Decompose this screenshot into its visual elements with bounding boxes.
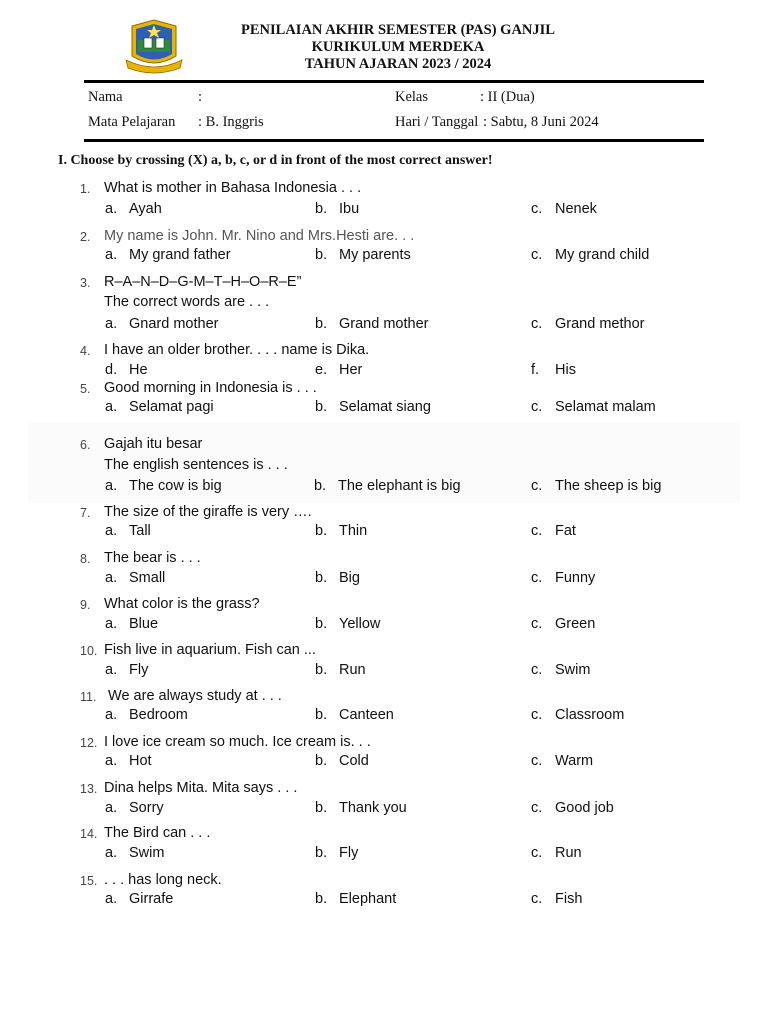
option-b: b. Big (315, 570, 360, 586)
question-text: The bear is . . . (104, 550, 201, 566)
question-text: The english sentences is . . . (104, 457, 288, 473)
kelas-value: : II (Dua) (480, 89, 535, 105)
option-c: c. Run (531, 845, 582, 861)
question-text: What color is the grass? (104, 596, 260, 612)
option-a: a. Fly (105, 662, 149, 678)
question-text: The Bird can . . . (104, 825, 211, 841)
academic-year: TAHUN AJARAN 2023 / 2024 (304, 56, 492, 72)
option-a: a. Swim (105, 845, 165, 861)
option-b: b. Selamat siang (315, 399, 431, 415)
question-text: I love ice cream so much. Ice cream is. . . (104, 734, 371, 750)
question-text: My name is John. Mr. Nino and Mrs.Hesti are. . . (104, 228, 415, 244)
option-c: c. Green (531, 616, 596, 632)
question-number: 10. (80, 644, 98, 658)
option-b: b. The elephant is big (314, 478, 461, 494)
mapel-value: : B. Inggris (198, 114, 264, 130)
option-f: f. His (531, 362, 576, 378)
question-number: 9. (80, 598, 91, 612)
question-number: 2. (80, 230, 91, 244)
option-a: a. Bedroom (105, 707, 188, 723)
option-c: c. Warm (531, 753, 594, 769)
question-number: 1. (80, 182, 91, 196)
exam-title: PENILAIAN AKHIR SEMESTER (PAS) GANJIL (241, 22, 555, 38)
option-c: c. Fat (531, 523, 576, 539)
curriculum-title: KURIKULUM MERDEKA (311, 39, 485, 55)
option-b: b. Elephant (315, 891, 397, 907)
option-e: e. Her (315, 362, 363, 378)
option-a: a. The cow is big (105, 478, 222, 494)
option-b: b. Ibu (315, 201, 360, 217)
option-c: c. Good job (531, 800, 614, 816)
question-number: 14. (80, 827, 98, 841)
option-b: b. Yellow (315, 616, 381, 632)
option-a: a. Ayah (105, 201, 162, 217)
question-text: Good morning in Indonesia is . . . (104, 380, 317, 396)
option-a: a. Selamat pagi (105, 399, 214, 415)
option-a: a. Small (105, 570, 166, 586)
question-text: Gajah itu besar (104, 436, 203, 452)
question-number: 11. (80, 690, 97, 704)
question-text: Fish live in aquarium. Fish can ... (104, 642, 316, 658)
option-b: b. Cold (315, 753, 369, 769)
option-c: c. Classroom (531, 707, 625, 723)
option-c: c. Grand methor (531, 316, 645, 332)
option-a: a. Gnard mother (105, 316, 219, 332)
option-b: b. Canteen (315, 707, 394, 723)
question-number: 12. (80, 736, 98, 750)
question-text: Dina helps Mita. Mita says . . . (104, 780, 298, 796)
question-number: 8. (80, 552, 91, 566)
option-b: b. Fly (315, 845, 359, 861)
option-a: a. Hot (105, 753, 152, 769)
option-a: a. Sorry (105, 800, 164, 816)
question-text: . . . has long neck. (104, 872, 222, 888)
nama-label: Nama (88, 89, 123, 105)
question-number: 5. (80, 382, 91, 396)
hari-value: : Sabtu, 8 Juni 2024 (483, 114, 599, 130)
question-text: R–A–N–D–G-M–T–H–O–R–E” (104, 274, 302, 290)
nama-value: : (198, 89, 203, 105)
question-text: The correct words are . . . (104, 294, 270, 310)
question-text: We are always study at . . . (104, 688, 282, 704)
option-a: a. Blue (105, 616, 159, 632)
option-b: b. Run (315, 662, 366, 678)
option-a: a. Girrafe (105, 891, 174, 907)
option-b: b. My parents (315, 247, 411, 263)
option-b: b. Thank you (315, 800, 407, 816)
question-number: 4. (80, 344, 91, 358)
mapel-label: Mata Pelajaran (88, 114, 176, 130)
option-d: d. He (105, 362, 148, 378)
option-b: b. Grand mother (315, 316, 429, 332)
option-c: c. Fish (531, 891, 583, 907)
school-emblem-icon (124, 16, 184, 74)
question-number: 6. (80, 438, 91, 452)
question-text: The size of the giraffe is very …. (104, 504, 312, 520)
option-a: a. My grand father (105, 247, 231, 263)
hari-label: Hari / Tanggal (395, 114, 479, 130)
question-number: 13. (80, 782, 98, 796)
instruction: I. Choose by crossing (X) a, b, c, or d in front of the most correct answer! (58, 153, 493, 168)
header-top-rule (84, 80, 704, 83)
option-c: c. Selamat malam (531, 399, 656, 415)
kelas-label: Kelas (395, 89, 429, 105)
question-number: 15. (80, 874, 98, 888)
option-a: a. Tall (105, 523, 151, 539)
question-number: 3. (80, 276, 91, 290)
question-text: What is mother in Bahasa Indonesia . . . (104, 180, 362, 196)
option-c: c. Nenek (531, 201, 597, 217)
option-b: b. Thin (315, 523, 368, 539)
option-c: c. Swim (531, 662, 591, 678)
option-c: c. The sheep is big (531, 478, 662, 494)
question-text: I have an older brother. . . . name is Dika. (104, 342, 370, 358)
question-number: 7. (80, 506, 91, 520)
header-bottom-rule (84, 139, 704, 142)
option-c: c. My grand child (531, 247, 650, 263)
option-c: c. Funny (531, 570, 596, 586)
